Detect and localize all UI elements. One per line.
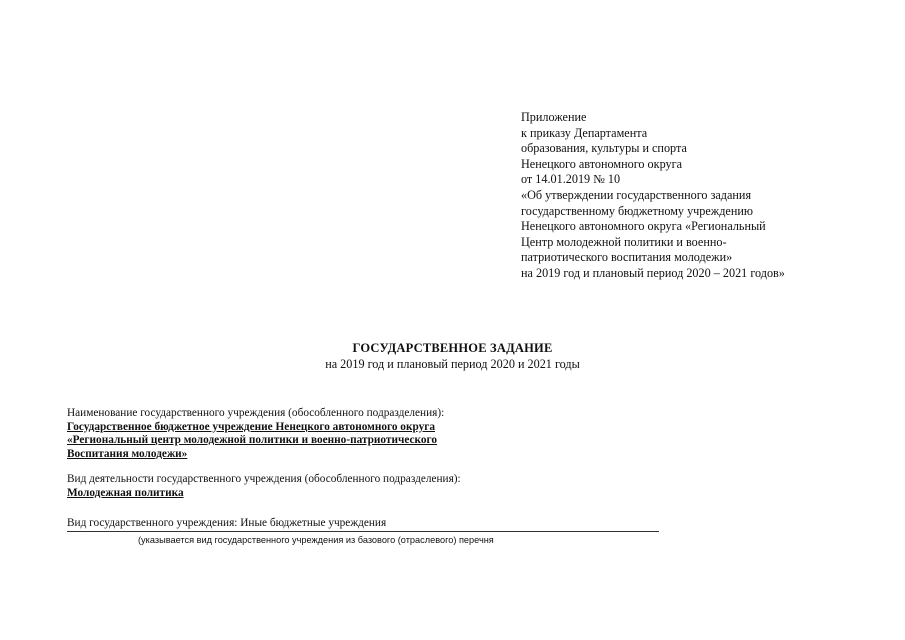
appendix-line: патриотического воспитания молодежи» xyxy=(521,250,733,265)
institution-name-line: «Региональный центр молодежной политики и военно-патриотического xyxy=(67,434,438,447)
appendix-line: Ненецкого автономного округа xyxy=(521,156,683,171)
appendix-line: на 2019 год и плановый период 2020 – 2021 годов» xyxy=(521,265,785,280)
document-title: ГОСУДАРСТВЕННОЕ ЗАДАНИЕ xyxy=(352,341,553,355)
activity-label: Вид деятельности государственного учреждения (обособленного подразделения): xyxy=(67,473,461,485)
institution-name-label: Наименование государственного учреждения (обособленного подразделения): xyxy=(67,407,445,419)
institution-type-label: Вид государственного учреждения: Иные бюджетные учреждения xyxy=(67,517,387,529)
appendix-line: «Об утверждении государственного задания xyxy=(521,187,752,202)
appendix-line: Центр молодежной политики и военно- xyxy=(521,234,727,249)
appendix-header xyxy=(521,110,861,282)
appendix-line: государственному бюджетному учреждению xyxy=(521,203,753,218)
institution-name-section xyxy=(67,407,667,462)
institution-type-hint: (указывается вид государственного учреждения из базового (отраслевого) перечня xyxy=(138,535,494,545)
title-block xyxy=(0,340,905,372)
institution-name-line: Воспитания молодежи» xyxy=(67,448,188,461)
activity-section xyxy=(67,473,667,500)
activity-value: Молодежная политика xyxy=(67,486,184,499)
institution-type-section xyxy=(67,517,662,531)
appendix-line: Ненецкого автономного округа «Региональный xyxy=(521,219,766,234)
appendix-line: к приказу Департамента xyxy=(521,125,648,140)
document-subtitle: на 2019 год и плановый период 2020 и 2021 годы xyxy=(325,357,580,371)
fill-in-underline xyxy=(67,531,659,532)
appendix-line: от 14.01.2019 № 10 xyxy=(521,172,621,187)
institution-name-line: Государственное бюджетное учреждение Ненецкого автономного округа xyxy=(67,420,436,433)
appendix-line: Приложение xyxy=(521,110,587,124)
appendix-line: образования, культуры и спорта xyxy=(521,141,687,156)
